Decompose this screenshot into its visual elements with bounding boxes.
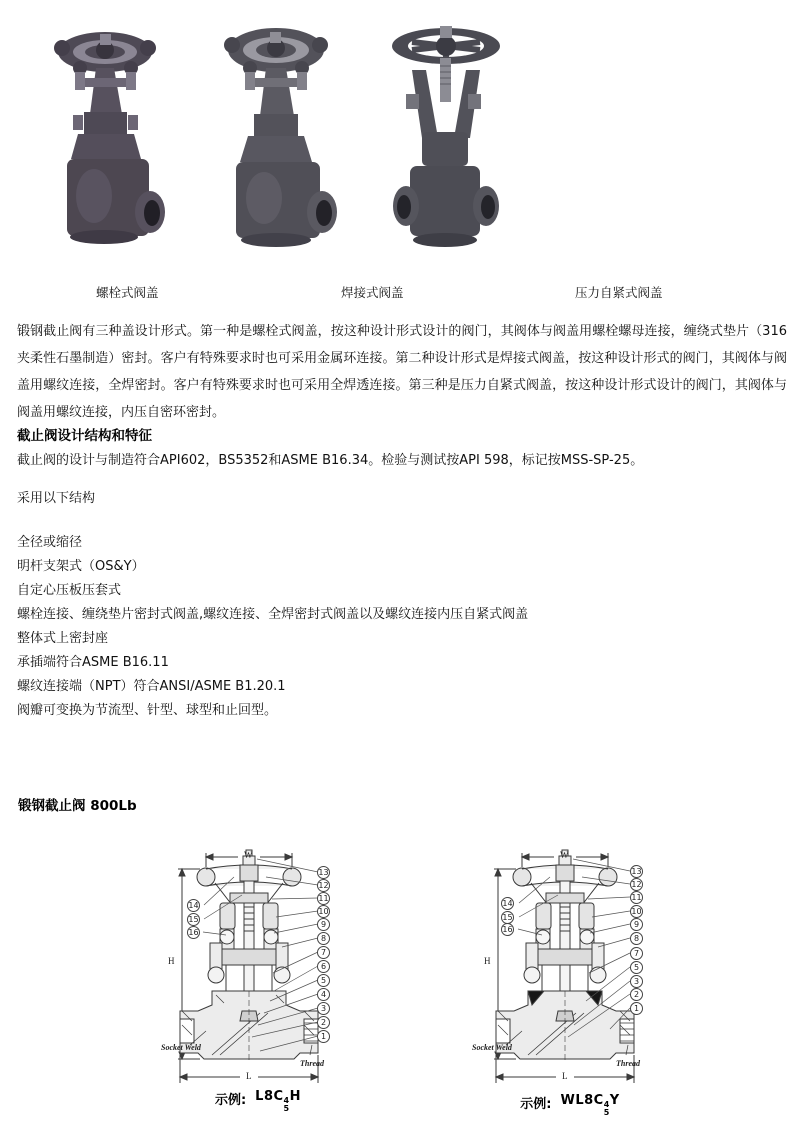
callout-badge: 4 — [317, 988, 330, 1001]
callout-badge: 7 — [317, 946, 330, 959]
callout-badge: 3 — [317, 1002, 330, 1015]
callout-badge: 2 — [630, 988, 643, 1001]
callout-badge: 10 — [318, 907, 329, 916]
dim-label-l: L — [246, 1071, 252, 1081]
structures-intro: 采用以下结构 — [17, 491, 96, 506]
list-item: 全径或缩径 — [17, 535, 83, 550]
diagram-caption — [178, 1089, 338, 1113]
callout-badge: 14 — [188, 901, 199, 910]
callout-badge: 13 — [318, 868, 329, 877]
dim-label-h: H — [168, 956, 175, 966]
standards-line: 截止阀的设计与制造符合API602，BS5352和ASME B16.34。检验与测试按API 598，标记按MSS-SP-25。 — [17, 453, 644, 468]
list-item: 承插端符合ASME B16.11 — [17, 655, 169, 670]
dim-label-w: W — [244, 850, 253, 860]
structures-list — [17, 536, 528, 728]
callout-badge: 8 — [317, 932, 330, 945]
photo-label-bolted: 螺栓式阀盖 — [96, 285, 159, 300]
valve-photo-pressure-seal-bonnet — [366, 12, 521, 274]
list-item: 自定心压板压套式 — [17, 583, 122, 598]
dim-label-w: W — [560, 850, 569, 860]
series-heading: 锻钢截止阀 800Lb — [18, 798, 137, 814]
callout-badge: 9 — [317, 918, 330, 931]
callout-badge: 14 — [502, 899, 513, 908]
dim-label-l: L — [562, 1071, 568, 1081]
list-item: 明杆支架式（OS&Y） — [17, 559, 145, 574]
dim-label-h: H — [484, 956, 491, 966]
list-item: 阀瓣可变换为节流型、针型、球型和止回型。 — [17, 703, 278, 718]
thread-label: Thread — [616, 1059, 640, 1068]
caption-label: 示例: — [520, 1097, 552, 1112]
model-code: L8C 4 5 H — [255, 1089, 302, 1113]
list-item: 螺纹连接端（NPT）符合ANSI/ASME B1.20.1 — [17, 679, 286, 694]
callout-badge: 11 — [631, 893, 642, 902]
callout-badge: 10 — [631, 907, 642, 916]
callout-badge: 6 — [317, 960, 330, 973]
callout-badge: 16 — [502, 925, 513, 934]
callout-badge: 3 — [630, 975, 643, 988]
callout-badge: 13 — [631, 867, 642, 876]
callout-badge: 7 — [630, 947, 643, 960]
thread-label: Thread — [300, 1059, 324, 1068]
diagram-socket-weld-globe-valve-WL8C45Y — [460, 843, 685, 1118]
callout-badge: 9 — [630, 918, 643, 931]
callout-badge: 15 — [502, 913, 513, 922]
diagram-socket-weld-globe-valve-L8C45H — [160, 843, 380, 1118]
callout-badge: 12 — [631, 880, 642, 889]
photo-label-pressure-seal: 压力自紧式阀盖 — [575, 285, 663, 300]
design-heading: 截止阀设计结构和特征 — [17, 428, 152, 444]
valve-photo-welded-bonnet — [206, 12, 346, 268]
intro-paragraph: 锻钢截止阀有三种盖设计形式。第一种是螺栓式阀盖，按这种设计形式设计的阀门，其阀体与阀盖用螺栓螺母连接，缠绕式垫片（316夹柔性石墨制造）密封。客户有特殊要求时也可采用金属环连接。第二种设计形式是焊接式阀盖，按这种设计形式的阀门，其阀体与阀盖用螺纹连接，全焊密封。客户有特殊要求时也可采用全焊透连接。第三种是压力自紧式阀盖，按这种设计形式设计的阀门，其阀体与阀盖用螺纹连接，内压自密环密封。 — [17, 324, 787, 420]
callout-badge: 16 — [188, 928, 199, 937]
callout-badge: 15 — [188, 915, 199, 924]
caption-label: 示例: — [214, 1093, 247, 1108]
valve-cross-section-line-art — [160, 843, 380, 1118]
callout-badge: 8 — [630, 932, 643, 945]
socket-weld-label: Socket Weld — [472, 1043, 512, 1052]
callout-badge: 1 — [317, 1030, 330, 1043]
diagram-caption — [490, 1093, 650, 1117]
photo-label-welded: 焊接式阀盖 — [341, 285, 404, 300]
socket-weld-label: Socket Weld — [161, 1043, 201, 1052]
valve-cross-section-line-art — [460, 843, 685, 1118]
list-item: 整体式上密封座 — [17, 631, 109, 646]
list-item: 螺栓连接、缠绕垫片密封式阀盖,螺纹连接、全焊密封式阀盖以及螺纹连接内压自紧式阀盖 — [17, 607, 529, 622]
valve-photo-bolted-bonnet — [38, 16, 173, 266]
callout-badge: 5 — [317, 974, 330, 987]
callout-badge: 11 — [318, 894, 329, 903]
callout-badge: 2 — [317, 1016, 330, 1029]
callout-badge: 1 — [630, 1002, 643, 1015]
callout-badge: 12 — [318, 881, 329, 890]
callout-badge: 5 — [630, 961, 643, 974]
model-code: WL8C 4 5 Y — [560, 1093, 620, 1117]
